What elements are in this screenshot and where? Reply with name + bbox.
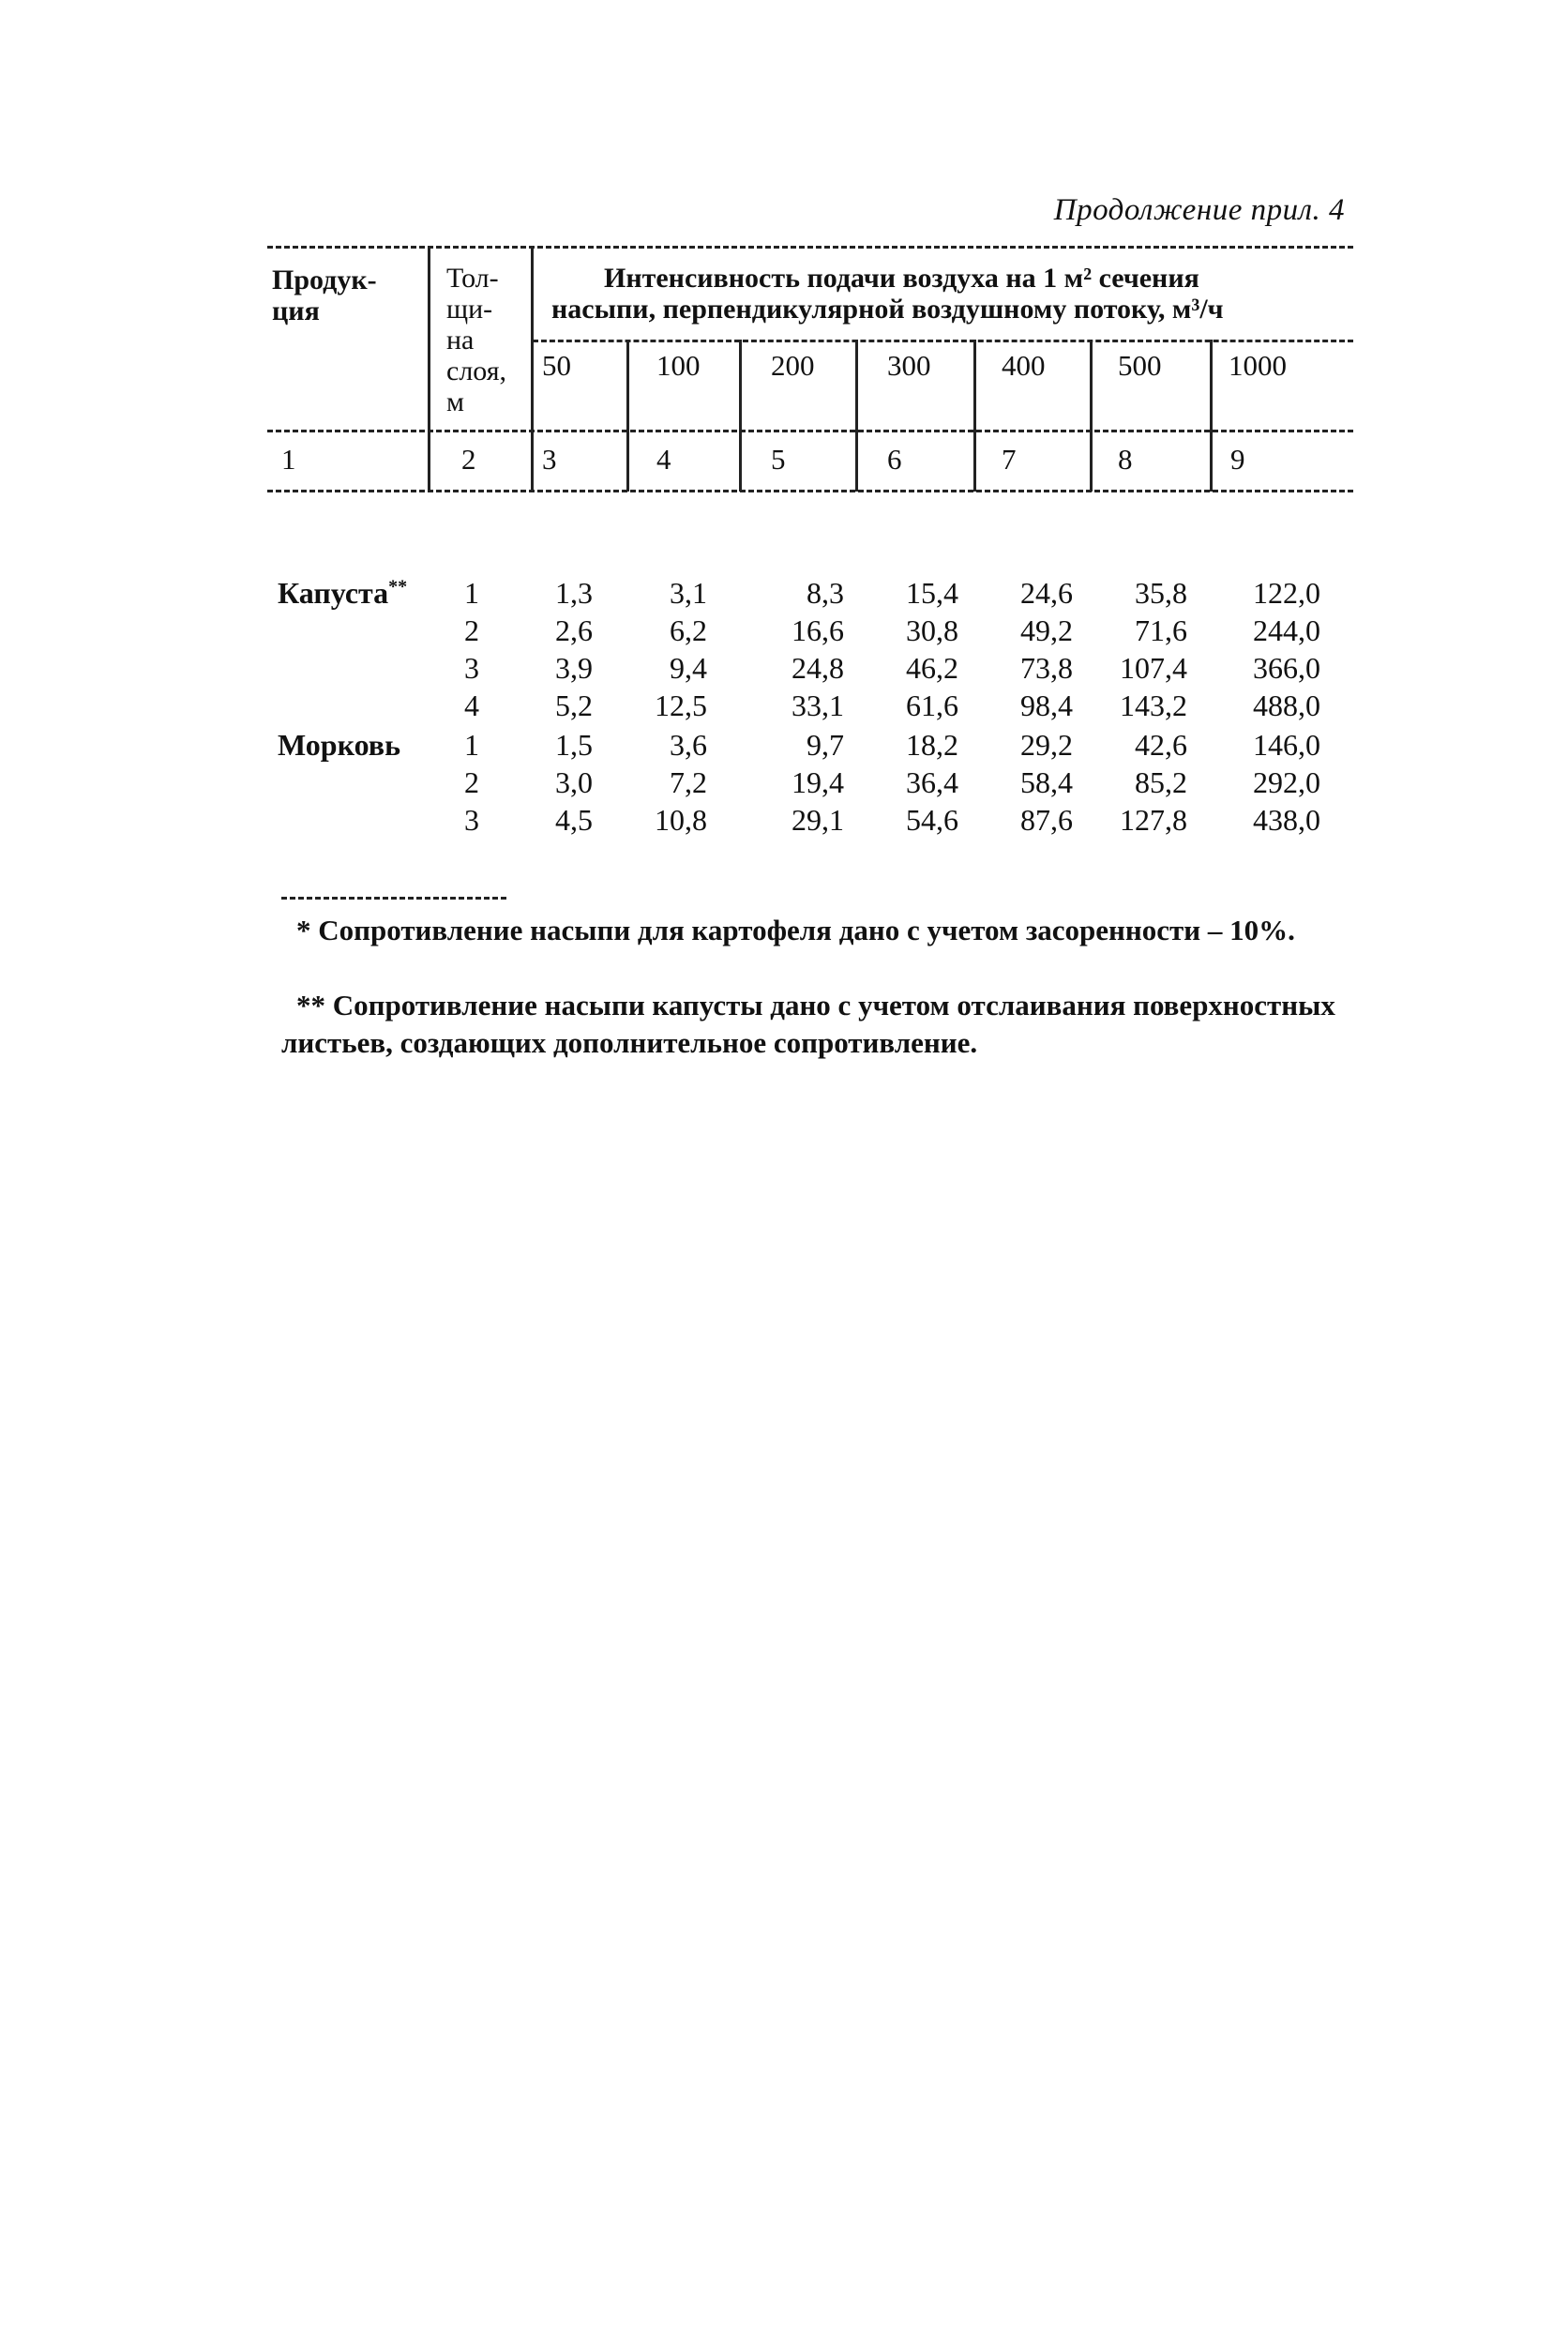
value-cell: 438,0 xyxy=(1253,803,1320,837)
value-cell: 6,2 xyxy=(670,613,707,647)
col-divider-5 xyxy=(855,340,858,492)
table-row xyxy=(0,613,1568,651)
col-divider-6 xyxy=(973,340,976,492)
col-divider-7 xyxy=(1090,340,1093,492)
thickness-cell: 3 xyxy=(464,651,479,685)
value-cell: 46,2 xyxy=(906,651,958,685)
table-row xyxy=(0,689,1568,726)
value-cell: 1,5 xyxy=(555,728,593,762)
thickness-cell: 1 xyxy=(464,576,479,610)
thickness-cell: 3 xyxy=(464,803,479,837)
value-cell: 49,2 xyxy=(1020,613,1073,647)
value-cell: 87,6 xyxy=(1020,803,1073,837)
value-cell: 3,1 xyxy=(670,576,707,610)
value-cell: 9,7 xyxy=(807,728,844,762)
value-cell: 146,0 xyxy=(1253,728,1320,762)
value-cell: 30,8 xyxy=(906,613,958,647)
value-cell: 12,5 xyxy=(655,689,707,722)
product-name: Морковь xyxy=(278,728,400,762)
col-divider-4 xyxy=(739,340,742,492)
product-name: Капуста** xyxy=(278,576,408,610)
value-cell: 54,6 xyxy=(906,803,958,837)
table-row xyxy=(0,765,1568,803)
value-cell: 61,6 xyxy=(906,689,958,722)
colnum-7: 7 xyxy=(1002,443,1017,476)
value-cell: 366,0 xyxy=(1253,651,1320,685)
value-cell: 33,1 xyxy=(792,689,844,722)
col-divider-3 xyxy=(626,340,629,492)
table-row xyxy=(0,651,1568,689)
thickness-cell: 1 xyxy=(464,728,479,762)
value-cell: 29,1 xyxy=(792,803,844,837)
value-cell: 24,8 xyxy=(792,651,844,685)
colnum-5: 5 xyxy=(771,443,786,476)
colnum-9: 9 xyxy=(1230,443,1245,476)
header-intensity: Интенсивность подачи воздуха на 1 м² сечения насыпи, перпендикулярной воздушному потоку, м³/ч xyxy=(551,263,1224,325)
colnum-3: 3 xyxy=(542,443,557,476)
value-cell: 143,2 xyxy=(1120,689,1187,722)
intensity-50: 50 xyxy=(542,349,571,382)
value-cell: 29,2 xyxy=(1020,728,1073,762)
intensity-1000: 1000 xyxy=(1229,349,1287,382)
value-cell: 19,4 xyxy=(792,765,844,799)
value-cell: 36,4 xyxy=(906,765,958,799)
value-cell: 1,3 xyxy=(555,576,593,610)
value-cell: 3,6 xyxy=(670,728,707,762)
value-cell: 16,6 xyxy=(792,613,844,647)
value-cell: 127,8 xyxy=(1120,803,1187,837)
colnum-4: 4 xyxy=(656,443,671,476)
header-product: Продук- ция xyxy=(272,265,377,326)
value-cell: 7,2 xyxy=(670,765,707,799)
intensity-200: 200 xyxy=(771,349,815,382)
value-cell: 24,6 xyxy=(1020,576,1073,610)
value-cell: 122,0 xyxy=(1253,576,1320,610)
value-cell: 71,6 xyxy=(1135,613,1187,647)
intensity-100: 100 xyxy=(656,349,701,382)
value-cell: 107,4 xyxy=(1120,651,1187,685)
continuation-note: Продолжение прил. 4 xyxy=(1053,193,1345,227)
intensity-500: 500 xyxy=(1118,349,1162,382)
value-cell: 18,2 xyxy=(906,728,958,762)
value-cell: 3,0 xyxy=(555,765,593,799)
header-thickness: Тол- щи- на слоя, м xyxy=(446,263,507,417)
colnum-1: 1 xyxy=(281,443,296,476)
value-cell: 35,8 xyxy=(1135,576,1187,610)
col-divider-2 xyxy=(531,246,534,492)
value-cell: 4,5 xyxy=(555,803,593,837)
value-cell: 10,8 xyxy=(655,803,707,837)
footnote-2: ** Сопротивление насыпи капусты дано с учетом отслаивания поверхностных листьев, создающих дополнительное сопротивление. xyxy=(281,989,1335,1059)
table-row xyxy=(0,803,1568,840)
value-cell: 3,9 xyxy=(555,651,593,685)
colnum-6: 6 xyxy=(887,443,902,476)
table-row xyxy=(0,728,1568,765)
value-cell: 488,0 xyxy=(1253,689,1320,722)
value-cell: 73,8 xyxy=(1020,651,1073,685)
value-cell: 85,2 xyxy=(1135,765,1187,799)
value-cell: 58,4 xyxy=(1020,765,1073,799)
value-cell: 9,4 xyxy=(670,651,707,685)
footnote-rule xyxy=(281,897,506,900)
colnum-2: 2 xyxy=(461,443,476,476)
colnum-8: 8 xyxy=(1118,443,1133,476)
value-cell: 8,3 xyxy=(807,576,844,610)
col-divider-8 xyxy=(1210,340,1213,492)
intensity-300: 300 xyxy=(887,349,931,382)
footnote-1: * Сопротивление насыпи для картофеля дано с учетом засоренности – 10%. xyxy=(296,914,1295,946)
col-divider-1 xyxy=(428,246,430,492)
thickness-cell: 4 xyxy=(464,689,479,722)
value-cell: 244,0 xyxy=(1253,613,1320,647)
thickness-cell: 2 xyxy=(464,613,479,647)
value-cell: 15,4 xyxy=(906,576,958,610)
value-cell: 5,2 xyxy=(555,689,593,722)
intensity-400: 400 xyxy=(1002,349,1046,382)
value-cell: 98,4 xyxy=(1020,689,1073,722)
value-cell: 2,6 xyxy=(555,613,593,647)
value-cell: 292,0 xyxy=(1253,765,1320,799)
header-mid-rule xyxy=(533,340,1353,342)
value-cell: 42,6 xyxy=(1135,728,1187,762)
thickness-cell: 2 xyxy=(464,765,479,799)
table-row xyxy=(0,576,1568,613)
